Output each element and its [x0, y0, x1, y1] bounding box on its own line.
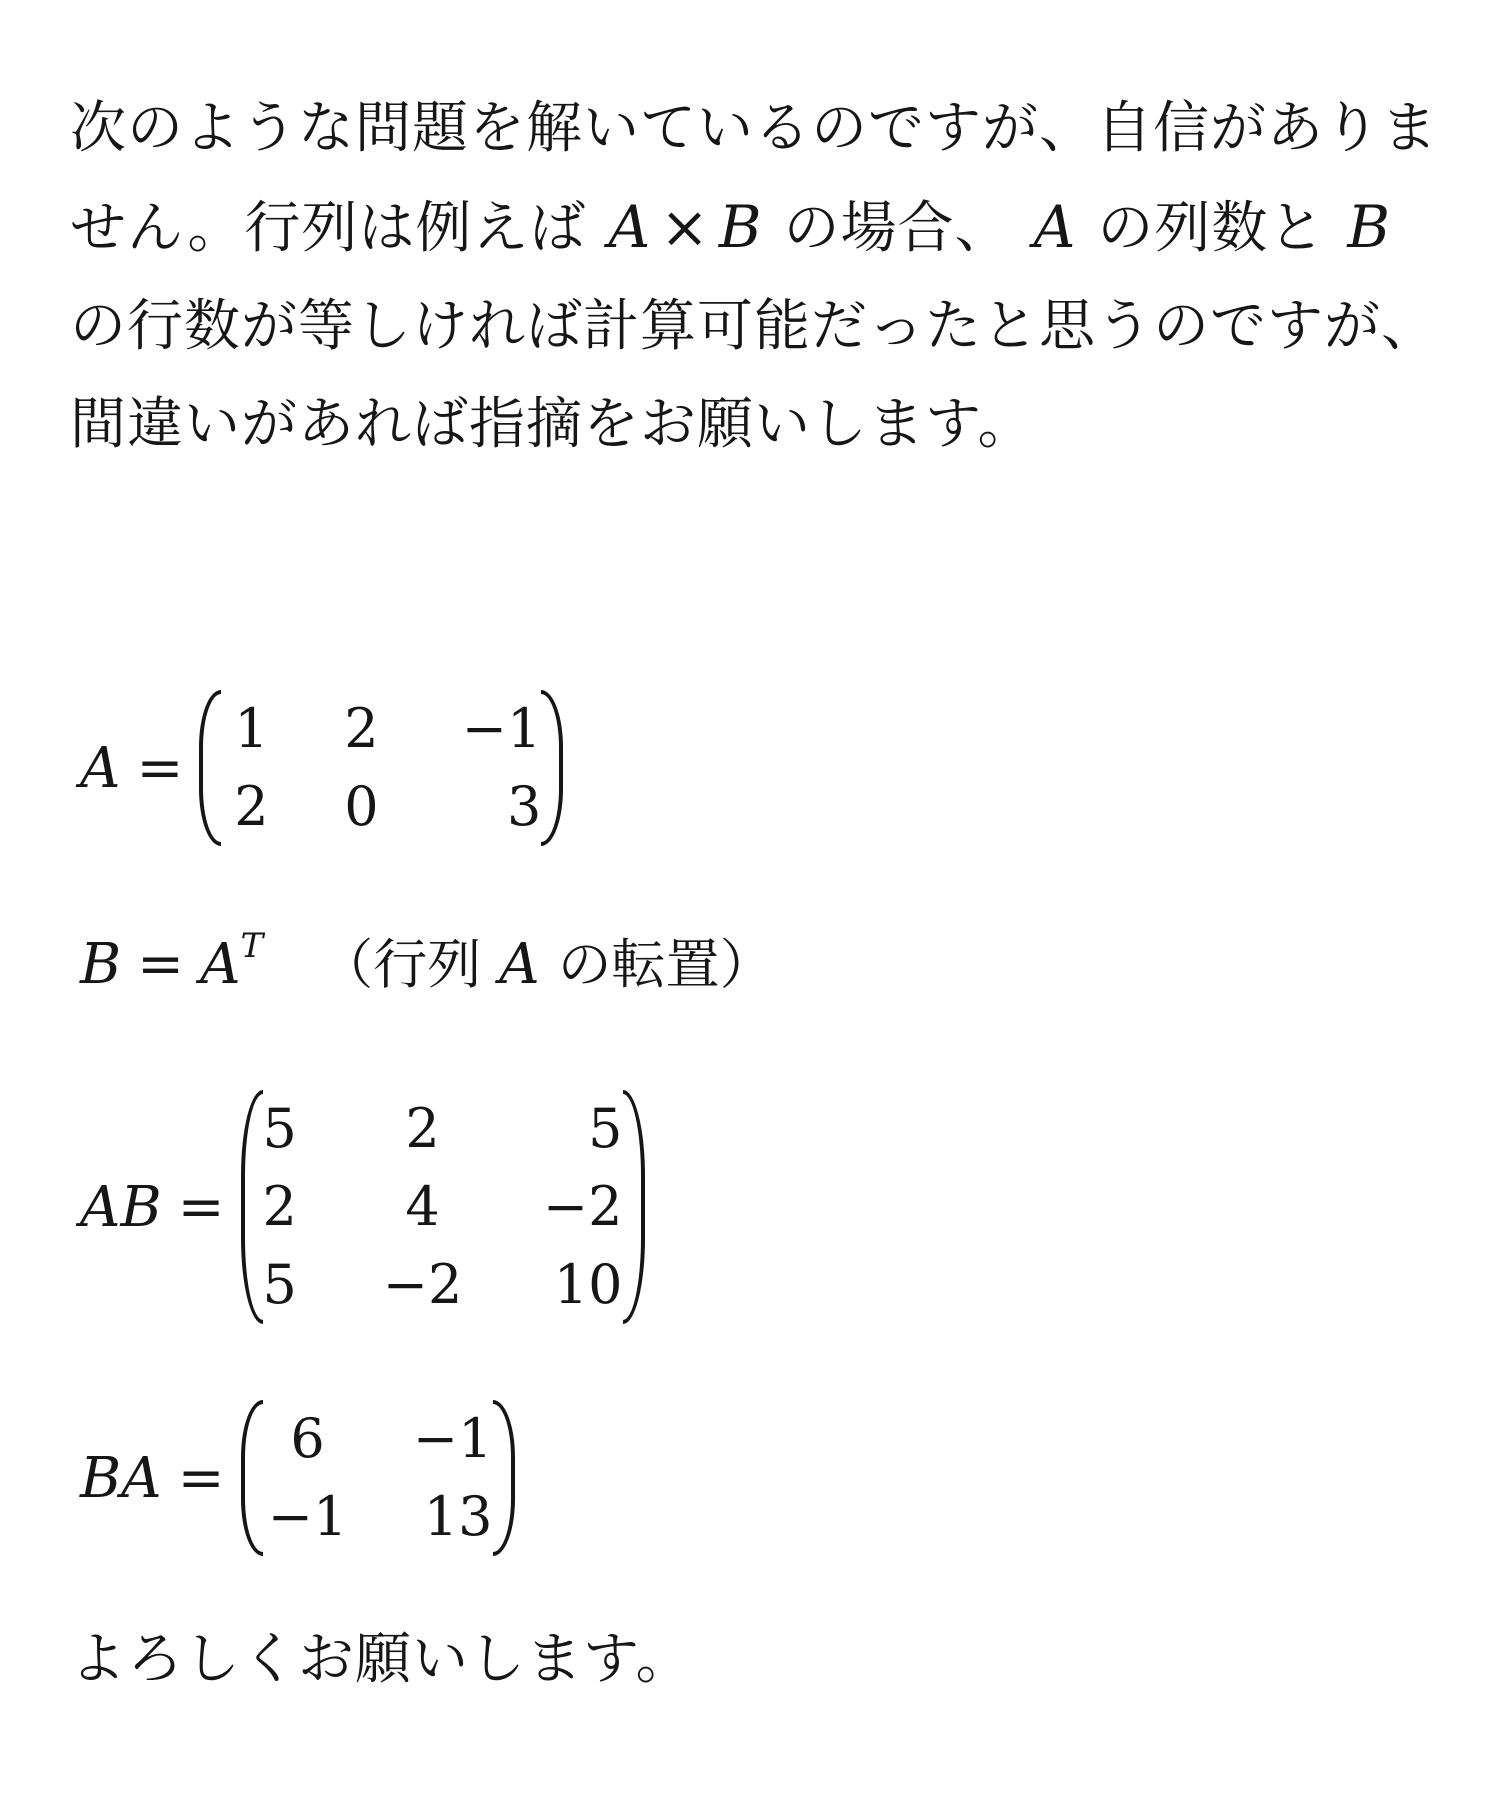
math-a: A	[1033, 193, 1076, 261]
matrix-cell: 0	[344, 775, 379, 838]
intro-text-2: の場合、	[783, 196, 1012, 261]
matrix-a-lhs: A =	[80, 735, 184, 801]
math-b: B	[1347, 193, 1391, 261]
matrix-cell: 3	[507, 775, 542, 838]
matrix-cell: 4	[405, 1175, 440, 1238]
matrix-cell: 2	[405, 1097, 440, 1160]
question-paragraph	[70, 80, 1440, 474]
matrix-cell: 5	[588, 1097, 623, 1160]
matrix-cell: 2	[262, 1175, 297, 1238]
intro-text-1: 次のような問題を解いているのですが、自信がありません。行列は例えば	[70, 96, 1438, 261]
math-a-times-b: A × B	[608, 193, 762, 261]
transpose-superscript: T	[240, 926, 264, 966]
product-ba-lhs: BA =	[80, 1445, 225, 1511]
product-ab-equation	[80, 1090, 645, 1324]
matrix-cell: −1	[461, 697, 542, 760]
matrix-cell: 1	[234, 697, 269, 760]
intro-text-4: の行数が等しければ計算可能だったと思うのですが、間違いがあれば指摘をお願いします。	[70, 294, 1438, 457]
matrix-ab	[241, 1090, 645, 1324]
matrix-ba	[241, 1400, 515, 1556]
transpose-equation	[80, 922, 774, 999]
intro-text-3: の列数と	[1097, 196, 1326, 261]
transpose-note: （行列 A の転置）	[319, 932, 774, 997]
matrix-cell: 6	[290, 1407, 325, 1470]
matrix-cell: 2	[344, 697, 379, 760]
matrix-cell: 2	[234, 775, 269, 838]
matrix-a-grid	[221, 690, 541, 846]
product-ab-lhs: AB =	[80, 1174, 225, 1240]
closing-text: よろしくお願いします。	[70, 1627, 693, 1692]
matrix-cell: −1	[412, 1407, 493, 1470]
product-ba-equation	[80, 1400, 515, 1556]
transpose-lhs: $B = A^T$	[80, 926, 264, 997]
matrix-cell: −2	[542, 1175, 623, 1238]
matrix-cell: 13	[423, 1485, 493, 1548]
matrix-a	[199, 690, 563, 846]
matrix-cell: 10	[553, 1253, 623, 1316]
matrix-cell: −2	[382, 1253, 463, 1316]
matrix-a-equation	[80, 690, 563, 846]
matrix-cell: −1	[267, 1485, 348, 1548]
matrix-ab-grid	[263, 1090, 623, 1324]
matrix-cell: 5	[262, 1253, 297, 1316]
matrix-ba-grid	[263, 1400, 493, 1556]
matrix-cell: 5	[262, 1097, 297, 1160]
